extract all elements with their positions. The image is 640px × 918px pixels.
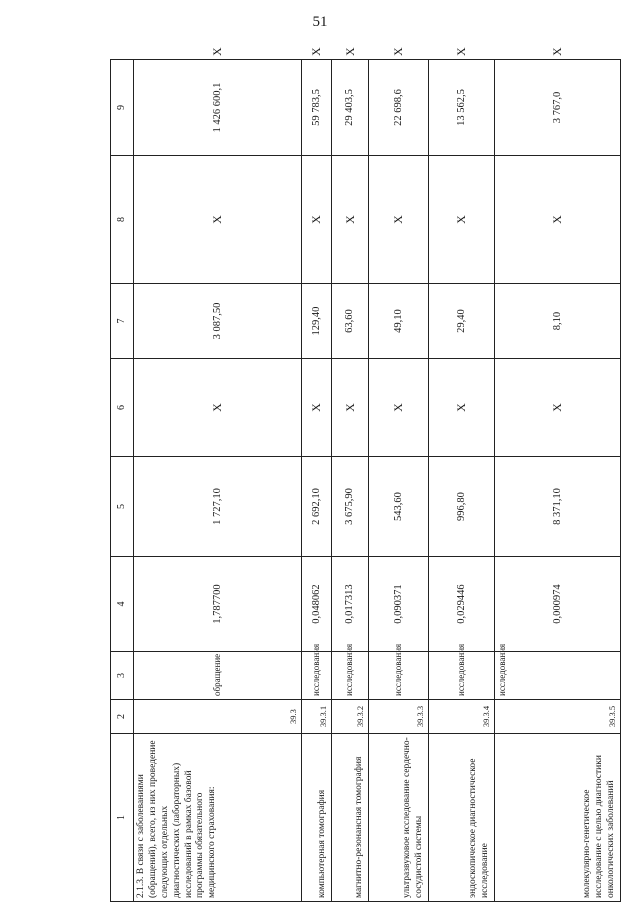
- row-code: 39.3.3: [369, 700, 429, 734]
- cell-col5: X: [134, 359, 302, 457]
- cell-col7: X: [134, 156, 302, 284]
- cell-col8: 59 783,5: [302, 60, 332, 156]
- cell-col5: X: [332, 359, 369, 457]
- col-header-6: 6: [111, 359, 134, 457]
- cell-col6: 63,60: [332, 284, 369, 359]
- row-name: компьютерная томография: [302, 734, 332, 902]
- row-unit: исследования: [495, 652, 621, 700]
- table-row: компьютерная томография 39.3.1 исследования 0,048062 2 692,10 X 129,40 X 59 783,5 X: [302, 60, 332, 902]
- row-name: молекулярно-генетическое исследование с целью диагностики онкологических заболеваний: [495, 734, 621, 902]
- table-row: 2.1.3. В связи с заболеваниями (обращений), всего, из них проведение следующих отдельных диагностических (лабораторных) исследований в рамках базовой программы обязательного медицинского страхования: 39.3 обращение 1,787700 1 727,10 X 3 087,50 X 1 426 600,1 X: [134, 60, 302, 902]
- cell-col7: X: [495, 156, 621, 284]
- cell-col3: 0,048062: [302, 557, 332, 652]
- header-row: [111, 60, 134, 902]
- col-header-5: 5: [111, 457, 134, 557]
- row-code: 39.3.4: [429, 700, 495, 734]
- cell-col8: 22 698,6: [369, 60, 429, 156]
- cell-col5: X: [302, 359, 332, 457]
- cell-col3: 0,017313: [332, 557, 369, 652]
- row-name: ультразвуковое исследование сердечно-сосудистой системы: [369, 734, 429, 902]
- row-unit: исследования: [332, 652, 369, 700]
- row-code: 39.3.2: [332, 700, 369, 734]
- row-code: 39.3.1: [302, 700, 332, 734]
- table-row: молекулярно-генетическое исследование с целью диагностики онкологических заболеваний 39.3.5 исследования 0,000974 8 371,10 X 8,10 X 3 767,0 X: [495, 60, 621, 902]
- cell-col6: 129,40: [302, 284, 332, 359]
- rotated-table-wrapper: [110, 47, 618, 902]
- cell-col3: 1,787700: [134, 557, 302, 652]
- cell-col8: 29 403,5: [332, 60, 369, 156]
- row-unit: исследования: [369, 652, 429, 700]
- row-name: 2.1.3. В связи с заболеваниями (обращений), всего, из них проведение следующих отдельных диагностических (лабораторных) исследований в рамках базовой программы обязательного медицинского страхования:: [134, 734, 302, 902]
- cell-col5: X: [495, 359, 621, 457]
- row-name: эндоскопическое диагностическое исследование: [429, 734, 495, 902]
- col-header-2: 2: [111, 700, 134, 734]
- cell-col4: 996,80: [429, 457, 495, 557]
- col-header-7: 7: [111, 284, 134, 359]
- col-header-9: 9: [111, 60, 134, 156]
- cell-col5: X: [429, 359, 495, 457]
- cell-col3: 0,029446: [429, 557, 495, 652]
- tariff-table: [110, 47, 621, 902]
- row-unit: исследования: [302, 652, 332, 700]
- row-name: магнитно-резонансная томография: [332, 734, 369, 902]
- cell-col4: 543,60: [369, 457, 429, 557]
- cell-col7: X: [332, 156, 369, 284]
- cell-col5: X: [369, 359, 429, 457]
- row-code: 39.3.5: [495, 700, 621, 734]
- cell-col7: X: [302, 156, 332, 284]
- table-row: ультразвуковое исследование сердечно-сосудистой системы 39.3.3 исследования 0,090371 543,60 X 49,10 X 22 698,6 X: [369, 60, 429, 902]
- row-unit: исследования: [429, 652, 495, 700]
- cell-col6: 3 087,50: [134, 284, 302, 359]
- cell-col6: 49,10: [369, 284, 429, 359]
- cell-col7: X: [369, 156, 429, 284]
- row-code: 39.3: [134, 700, 302, 734]
- cell-col8: 13 562,5: [429, 60, 495, 156]
- page-number: 51: [312, 14, 328, 30]
- col-header-1: 1: [111, 734, 134, 902]
- cell-col7: X: [429, 156, 495, 284]
- cell-col6: 8,10: [495, 284, 621, 359]
- col-header-3: 3: [111, 652, 134, 700]
- table-row: эндоскопическое диагностическое исследование 39.3.4 исследования 0,029446 996,80 X 29,40 X 13 562,5 X: [429, 60, 495, 902]
- cell-col3: 0,090371: [369, 557, 429, 652]
- col-header-4: 4: [111, 557, 134, 652]
- cell-col6: 29,40: [429, 284, 495, 359]
- cell-col4: 1 727,10: [134, 457, 302, 557]
- cell-col3: 0,000974: [495, 557, 621, 652]
- cell-col8: 3 767,0: [495, 60, 621, 156]
- col-header-8: 8: [111, 156, 134, 284]
- cell-col4: 8 371,10: [495, 457, 621, 557]
- table-row: магнитно-резонансная томография 39.3.2 исследования 0,017313 3 675,90 X 63,60 X 29 403,5 X: [332, 60, 369, 902]
- cell-col8: 1 426 600,1: [134, 60, 302, 156]
- row-unit: обращение: [134, 652, 302, 700]
- cell-col4: 2 692,10: [302, 457, 332, 557]
- cell-col4: 3 675,90: [332, 457, 369, 557]
